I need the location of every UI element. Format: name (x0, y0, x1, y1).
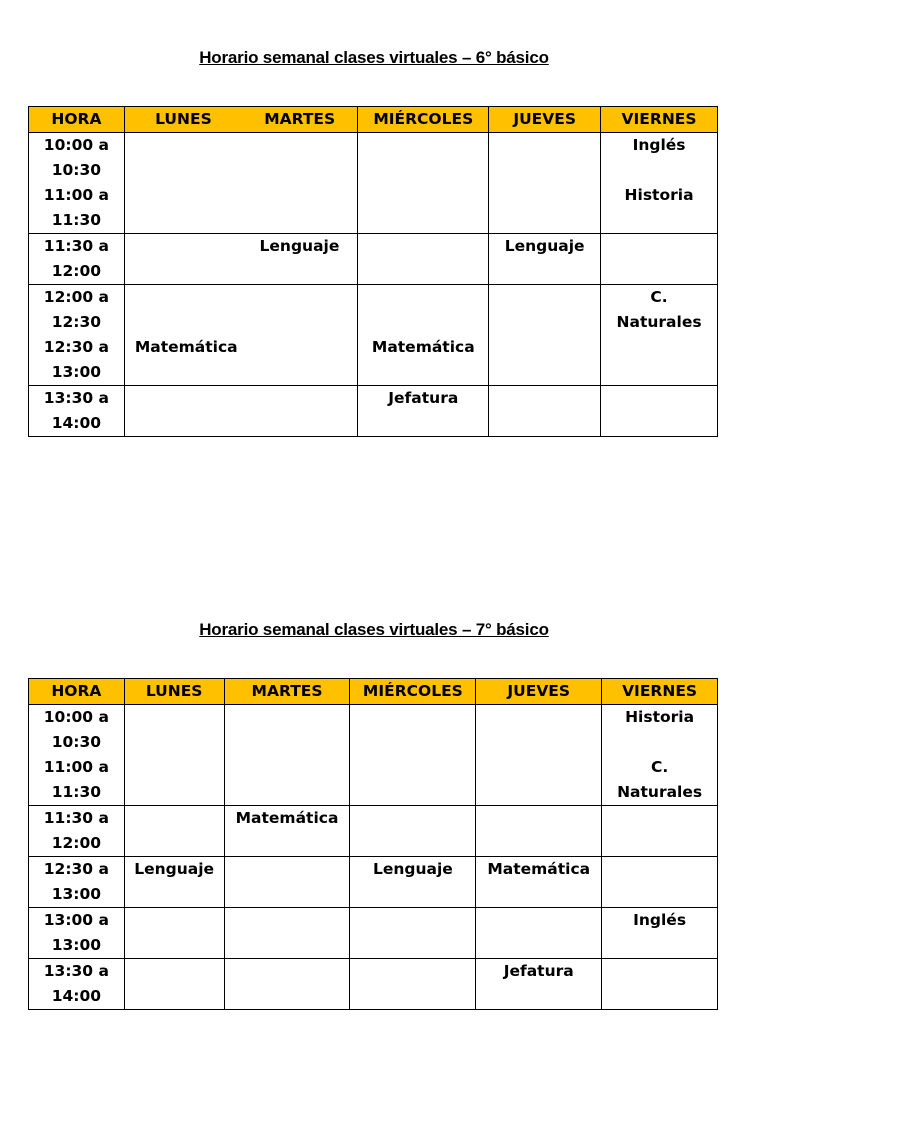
table-row (29, 959, 718, 1010)
miercoles-cell (350, 806, 476, 857)
jueves-cell (476, 908, 602, 959)
martes-cell: Matemática (224, 806, 350, 857)
martes-cell (224, 857, 350, 908)
hora-text: 12:30 a (43, 338, 109, 356)
subject-text: Naturales (616, 313, 702, 331)
table-header-row (29, 679, 718, 705)
table-row (29, 857, 718, 908)
subject-text: Matemática (134, 338, 238, 356)
subject-text: Historia (624, 186, 694, 204)
viernes-cell (602, 705, 718, 806)
header-miercoles: MIÉRCOLES (350, 679, 476, 705)
miercoles-cell: Lenguaje (350, 857, 476, 908)
hora-text: 10:30 (51, 161, 102, 179)
schedule-7-table (28, 678, 718, 1010)
header-lunes: LUNES (124, 679, 224, 705)
jueves-cell (489, 133, 601, 234)
jueves-cell (489, 386, 601, 437)
martes-cell (224, 705, 350, 806)
miercoles-cell (358, 285, 489, 386)
subject-text (358, 360, 488, 385)
subject-text (601, 208, 717, 233)
table-row (29, 133, 718, 234)
miercoles-cell (350, 705, 476, 806)
viernes-cell (602, 959, 718, 1010)
hora-text: 10:30 (51, 733, 102, 751)
hora-text: 12:00 (51, 834, 102, 852)
hora-text: 13:30 a (43, 389, 109, 407)
lunes-cell: Lenguaje (124, 857, 224, 908)
header-lunes: LUNES (124, 107, 242, 133)
lunes-cell (124, 959, 224, 1010)
subject-text (358, 285, 488, 310)
hora-cell (29, 705, 125, 806)
subject-text (135, 285, 358, 310)
hora-text: 12:30 (51, 313, 102, 331)
subject-text: Inglés (632, 136, 686, 154)
subject-text: Historia (625, 708, 695, 726)
subject-text (135, 310, 358, 335)
header-miercoles: MIÉRCOLES (358, 107, 489, 133)
subject-text (601, 158, 717, 183)
subject-text (358, 310, 488, 335)
jueves-cell: Matemática (476, 857, 602, 908)
header-hora: HORA (29, 679, 125, 705)
hora-cell (29, 959, 125, 1010)
martes-cell (224, 959, 350, 1010)
hora-text: 12:00 a (43, 288, 109, 306)
lunes-martes-cell (124, 234, 358, 285)
header-jueves: JUEVES (489, 107, 601, 133)
hora-text: 11:00 a (43, 186, 109, 204)
lunes-cell (124, 908, 224, 959)
miercoles-cell (350, 959, 476, 1010)
lunes-martes-cell (124, 386, 358, 437)
table-row (29, 908, 718, 959)
lunes-martes-cell (124, 133, 358, 234)
jueves-cell (476, 806, 602, 857)
hora-cell (29, 908, 125, 959)
lunes-cell (124, 806, 224, 857)
header-martes: MARTES (224, 679, 350, 705)
hora-text: 13:00 a (43, 911, 109, 929)
viernes-cell (601, 133, 718, 234)
viernes-cell (602, 806, 718, 857)
subject-text: C. (650, 288, 668, 306)
hora-text: 12:00 (51, 262, 102, 280)
hora-cell (29, 234, 125, 285)
viernes-cell: Inglés (602, 908, 718, 959)
subject-text: Matemática (371, 338, 475, 356)
schedule-6-table (28, 106, 718, 437)
viernes-cell (601, 285, 718, 386)
subject-text (601, 335, 717, 360)
subject-text (602, 730, 717, 755)
hora-text: 11:30 a (43, 809, 109, 827)
header-jueves: JUEVES (476, 679, 602, 705)
schedule-7-title: Horario semanal clases virtuales – 7° básico (199, 620, 549, 639)
subject-text (135, 360, 358, 385)
jueves-cell: Lenguaje (489, 234, 601, 285)
subject-text: Naturales (617, 783, 703, 801)
header-viernes: VIERNES (601, 107, 718, 133)
table-row (29, 806, 718, 857)
hora-text: 11:00 a (43, 758, 109, 776)
hora-cell (29, 386, 125, 437)
hora-cell (29, 285, 125, 386)
miercoles-cell (358, 133, 489, 234)
header-hora: HORA (29, 107, 125, 133)
hora-text: 11:30 (51, 211, 102, 229)
hora-text: 13:30 a (43, 962, 109, 980)
viernes-cell (602, 857, 718, 908)
hora-cell (29, 806, 125, 857)
hora-text: 13:00 (51, 885, 102, 903)
jueves-cell (489, 285, 601, 386)
subject-text: C. (650, 758, 669, 776)
martes-cell (224, 908, 350, 959)
lunes-martes-cell (124, 285, 358, 386)
table-header-row (29, 107, 718, 133)
hora-text: 10:00 a (43, 708, 109, 726)
subject-text (601, 360, 717, 385)
hora-cell (29, 857, 125, 908)
hora-text: 11:30 (51, 783, 102, 801)
hora-cell (29, 133, 125, 234)
jueves-cell (476, 705, 602, 806)
header-martes: MARTES (242, 107, 358, 133)
table-row (29, 285, 718, 386)
miercoles-cell (350, 908, 476, 959)
subject-text: Lenguaje (259, 237, 340, 255)
lunes-cell (124, 705, 224, 806)
hora-text: 14:00 (51, 987, 102, 1005)
table-row (29, 705, 718, 806)
table-row (29, 386, 718, 437)
jueves-cell: Jefatura (476, 959, 602, 1010)
hora-text: 13:00 (51, 936, 102, 954)
hora-text: 11:30 a (43, 237, 109, 255)
viernes-cell (601, 386, 718, 437)
hora-text: 13:00 (51, 363, 102, 381)
hora-text: 12:30 a (43, 860, 109, 878)
viernes-cell (601, 234, 718, 285)
header-viernes: VIERNES (602, 679, 718, 705)
miercoles-cell: Jefatura (358, 386, 489, 437)
hora-text: 14:00 (51, 414, 102, 432)
table-row (29, 234, 718, 285)
schedule-6-title: Horario semanal clases virtuales – 6° básico (199, 48, 549, 67)
hora-text: 10:00 a (43, 136, 109, 154)
miercoles-cell (358, 234, 489, 285)
